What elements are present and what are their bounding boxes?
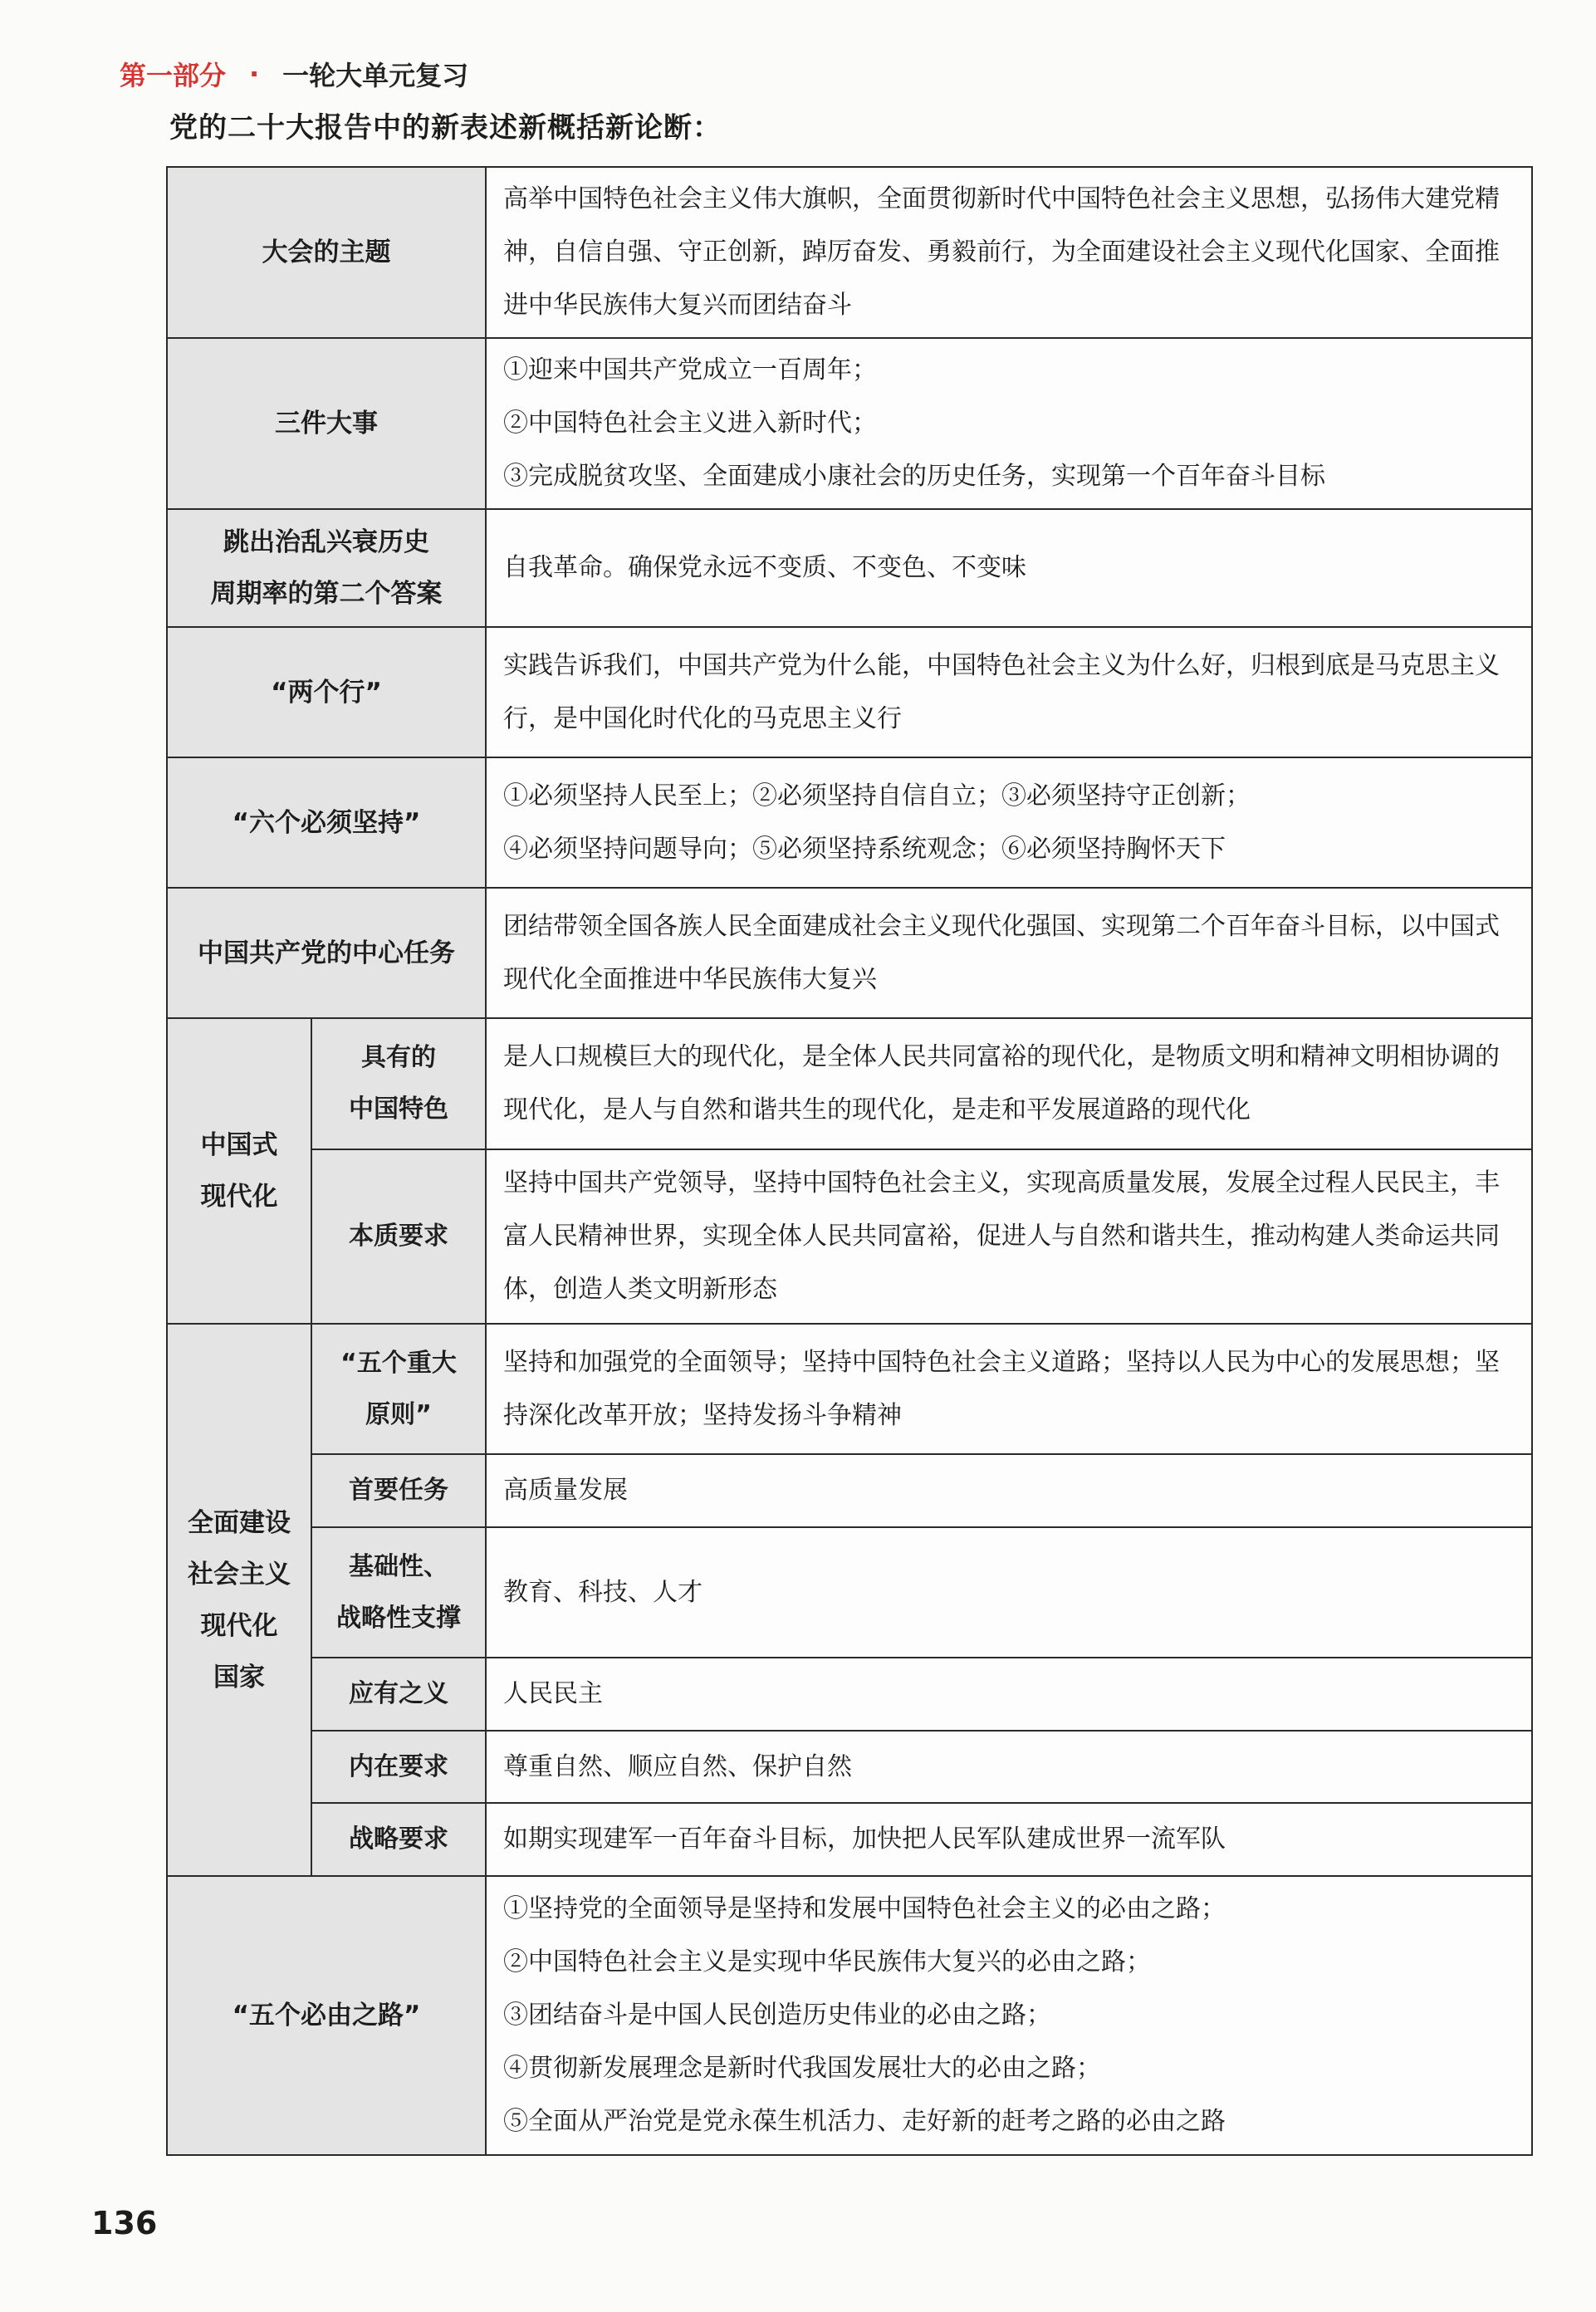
page-title: 党的二十大报告中的新表述新概括新论断：: [169, 111, 722, 144]
row-content: 高举中国特色社会主义伟大旗帜，全面贯彻新时代中国特色社会主义思想，弘扬伟大建党精神，自信自强、守正创新，踔厉奋发、勇毅前行，为全面建设社会主义现代化国家、全面推进中华民族伟大复兴而团结奋斗: [486, 167, 1532, 338]
table-row: [167, 1803, 1532, 1876]
table-row: [167, 627, 1532, 757]
table-row: [167, 1324, 1532, 1454]
group-label: [167, 1018, 311, 1324]
label-line: 中国式: [200, 1130, 278, 1160]
row-content: 高质量发展: [486, 1454, 1532, 1527]
row-content: [486, 1876, 1532, 2155]
label-line: 周期率的第二个答案: [210, 579, 443, 609]
label-line: “五个重大: [340, 1348, 457, 1378]
row-content: 人民民主: [486, 1658, 1532, 1731]
sub-label: [311, 1324, 486, 1454]
header-separator: ·: [249, 58, 260, 90]
row-content: 坚持和加强党的全面领导；坚持中国特色社会主义道路；坚持以人民为中心的发展思想；坚持深化改革开放；坚持发扬斗争精神: [486, 1324, 1532, 1454]
page-number: 136: [91, 2205, 158, 2241]
label-line: 国家: [213, 1662, 265, 1692]
sub-label: 内在要求: [311, 1731, 486, 1803]
label-line: 中国特色: [349, 1095, 448, 1124]
table-row: [167, 888, 1532, 1018]
row-label: 大会的主题: [167, 167, 486, 338]
header-subtitle: 一轮大单元复习: [282, 60, 469, 91]
row-label: “两个行”: [167, 627, 486, 757]
row-label: [167, 509, 486, 627]
label-line: 跳出治乱兴衰历史: [223, 527, 429, 557]
list-item: ②中国特色社会主义进入新时代；: [503, 409, 877, 438]
label-line: 全面建设: [188, 1507, 291, 1538]
list-item: ③完成脱贫攻坚、全面建成小康社会的历史任务，实现第一个百年奋斗目标: [503, 462, 1325, 491]
row-content: [486, 757, 1532, 888]
table-row: [167, 757, 1532, 888]
row-content: 如期实现建军一百年奋斗目标，加快把人民军队建成世界一流军队: [486, 1803, 1532, 1876]
table-row: [167, 1149, 1532, 1324]
label-line: 具有的: [361, 1043, 436, 1072]
list-item: ①迎来中国共产党成立一百周年；: [503, 355, 877, 385]
list-item: ①必须坚持人民至上；②必须坚持自信自立；③必须坚持守正创新；: [503, 781, 1251, 811]
row-label: “六个必须坚持”: [167, 757, 486, 888]
list-item: ⑤全面从严治党是党永葆生机活力、走好新的赶考之路的必由之路: [503, 2107, 1226, 2136]
label-line: 基础性、: [349, 1551, 448, 1581]
row-label: 中国共产党的中心任务: [167, 888, 486, 1018]
row-content: 坚持中国共产党领导，坚持中国特色社会主义，实现高质量发展，发展全过程人民民主，丰富人民精神世界，实现全体人民共同富裕，促进人与自然和谐共生，推动构建人类命运共同体，创造人类文明新形态: [486, 1149, 1532, 1324]
label-line: 原则”: [365, 1399, 432, 1429]
table-row: [167, 338, 1532, 509]
sub-label: 本质要求: [311, 1149, 486, 1324]
table-row: [167, 1454, 1532, 1527]
row-content: 教育、科技、人才: [486, 1527, 1532, 1658]
list-item: ②中国特色社会主义是实现中华民族伟大复兴的必由之路；: [503, 1947, 1151, 1976]
summary-table: [166, 166, 1533, 2156]
row-content: 团结带领全国各族人民全面建成社会主义现代化强国、实现第二个百年奋斗目标，以中国式现代化全面推进中华民族伟大复兴: [486, 888, 1532, 1018]
section-label: 第一部分: [120, 60, 227, 91]
row-content: 尊重自然、顺应自然、保护自然: [486, 1731, 1532, 1803]
table-row: [167, 1018, 1532, 1149]
group-label: [167, 1324, 311, 1876]
sub-label: [311, 1527, 486, 1658]
row-content: 实践告诉我们，中国共产党为什么能，中国特色社会主义为什么好，归根到底是马克思主义行，是中国化时代化的马克思主义行: [486, 627, 1532, 757]
label-line: 现代化: [200, 1610, 278, 1641]
label-line: 现代化: [200, 1182, 278, 1212]
list-item: ④必须坚持问题导向；⑤必须坚持系统观念；⑥必须坚持胸怀天下: [503, 834, 1226, 864]
sub-label: 应有之义: [311, 1658, 486, 1731]
sub-label: [311, 1018, 486, 1149]
table-row: [167, 167, 1532, 338]
row-content: 是人口规模巨大的现代化，是全体人民共同富裕的现代化，是物质文明和精神文明相协调的现代化，是人与自然和谐共生的现代化，是走和平发展道路的现代化: [486, 1018, 1532, 1149]
table-row: [167, 1658, 1532, 1731]
row-label: 三件大事: [167, 338, 486, 509]
row-content: 自我革命。确保党永远不变质、不变色、不变味: [486, 509, 1532, 627]
sub-label: 战略要求: [311, 1803, 486, 1876]
table-row: [167, 1731, 1532, 1803]
list-item: ③团结奋斗是中国人民创造历史伟业的必由之路；: [503, 2001, 1051, 2030]
page-header: [120, 51, 468, 96]
label-line: 战略性支撑: [336, 1603, 461, 1633]
list-item: ①坚持党的全面领导是坚持和发展中国特色社会主义的必由之路；: [503, 1894, 1226, 1923]
table-row: [167, 1527, 1532, 1658]
sub-label: 首要任务: [311, 1454, 486, 1527]
table-row: [167, 509, 1532, 627]
label-line: 社会主义: [188, 1559, 291, 1590]
table-row: [167, 1876, 1532, 2155]
row-content: [486, 338, 1532, 509]
list-item: ④贯彻新发展理念是新时代我国发展壮大的必由之路；: [503, 2054, 1101, 2083]
row-label: “五个必由之路”: [167, 1876, 486, 2155]
